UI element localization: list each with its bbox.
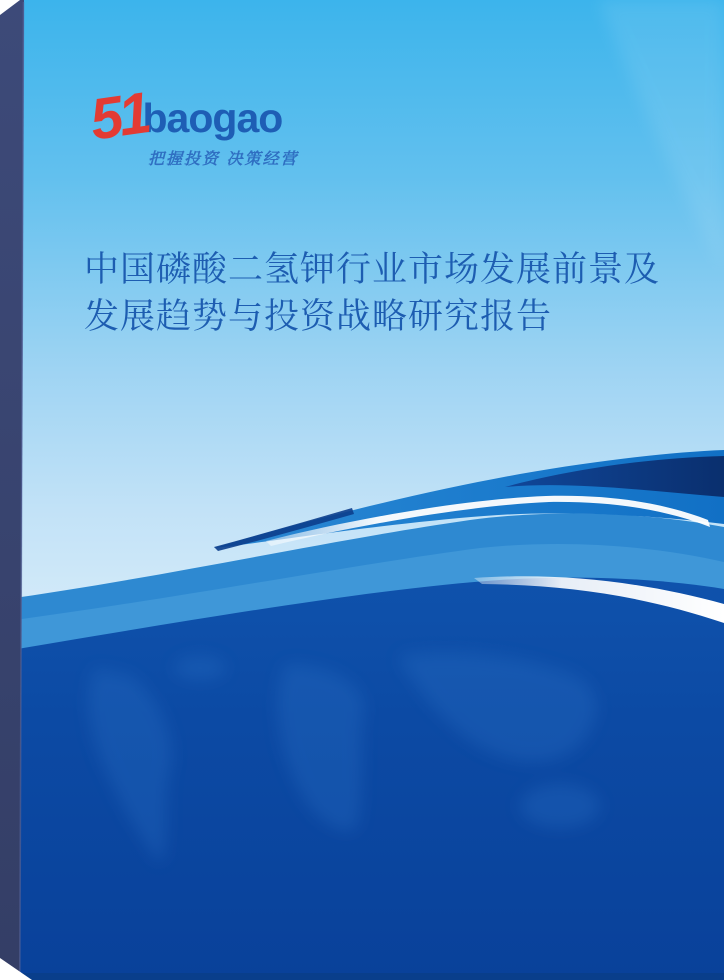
logo-51-mark: 51 <box>86 80 152 153</box>
bottom-strip <box>20 973 724 980</box>
logo-wordmark: baogao <box>142 95 283 141</box>
brand-tagline: 把握投资 决策经营 <box>148 151 299 168</box>
report-title-line2: 发展趋势与投资战略研究报告 <box>84 297 553 336</box>
brand-logo-mark <box>86 80 298 153</box>
report-title-line1: 中国磷酸二氢钾行业市场发展前景及 <box>84 250 661 289</box>
brand-logo <box>86 80 299 169</box>
dark-mass <box>0 578 724 980</box>
report-title <box>84 246 684 340</box>
